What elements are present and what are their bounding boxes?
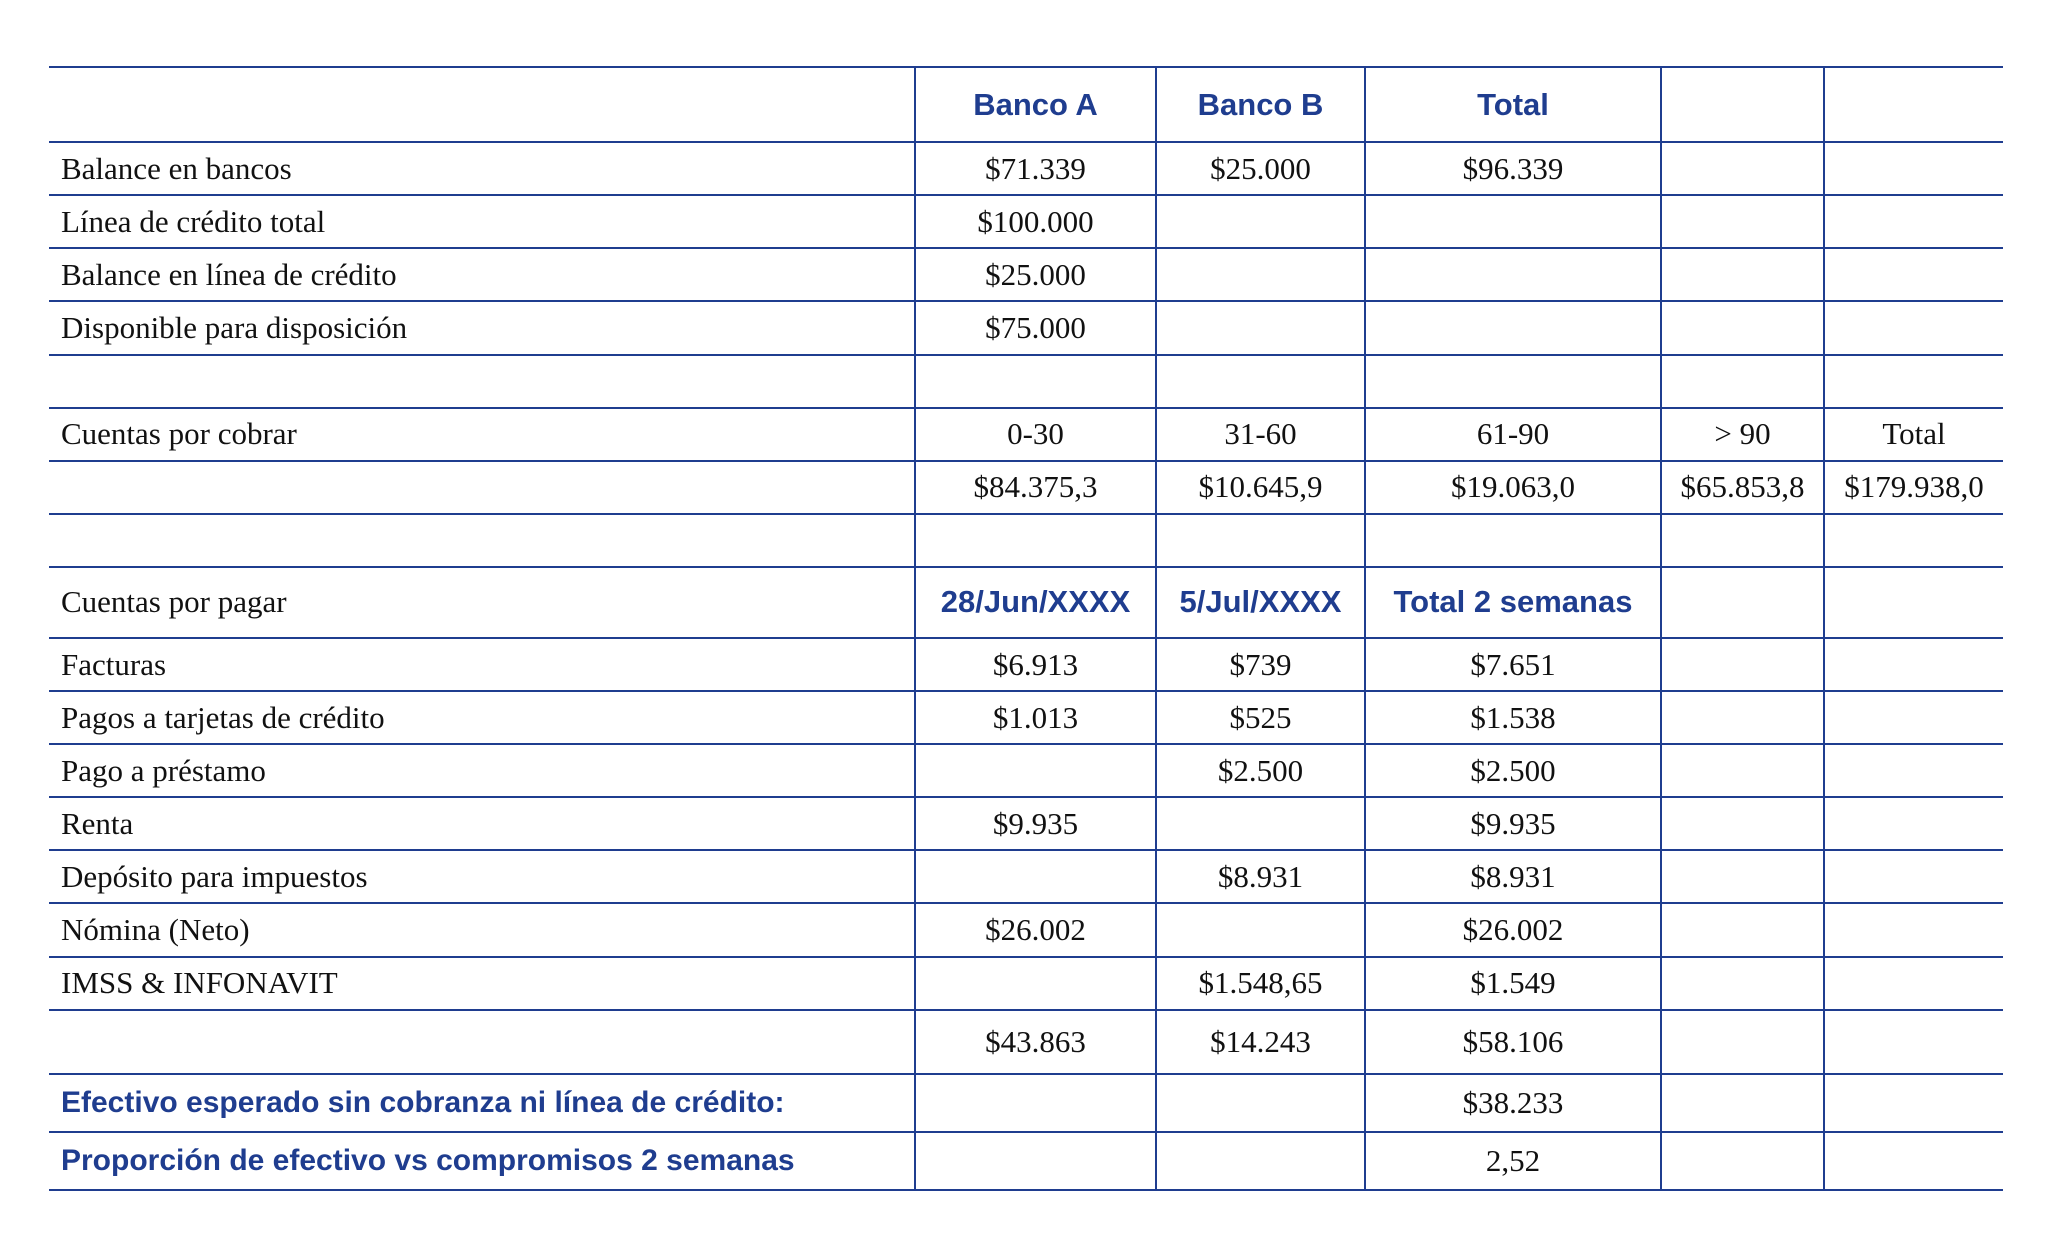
table-cell xyxy=(1824,957,2003,1010)
table-cell xyxy=(1156,195,1365,248)
table-cell xyxy=(1661,195,1824,248)
table-cell xyxy=(1824,797,2003,850)
table-row xyxy=(49,744,2003,797)
table-cell: $19.063,0 xyxy=(1365,461,1661,514)
table-row xyxy=(49,408,2003,461)
table-row xyxy=(49,514,2003,567)
row-label: Balance en línea de crédito xyxy=(49,248,915,301)
table-cell xyxy=(1156,355,1365,408)
header-row xyxy=(49,67,2003,142)
table-cell: $75.000 xyxy=(915,301,1156,354)
table-cell xyxy=(1365,248,1661,301)
table-cell xyxy=(1824,355,2003,408)
table-cell xyxy=(1824,195,2003,248)
table-cell: $96.339 xyxy=(1365,142,1661,195)
table-cell xyxy=(1661,744,1824,797)
table-cell: $100.000 xyxy=(915,195,1156,248)
column-header: Banco B xyxy=(1156,67,1365,142)
summary-row xyxy=(49,1074,2003,1132)
table-cell xyxy=(1156,1074,1365,1132)
row-label: Pago a préstamo xyxy=(49,744,915,797)
table-cell xyxy=(1824,1010,2003,1074)
table-cell: > 90 xyxy=(1661,408,1824,461)
table-cell: $26.002 xyxy=(1365,903,1661,956)
table-cell xyxy=(1365,514,1661,567)
row-label: Facturas xyxy=(49,638,915,691)
table-cell xyxy=(1156,248,1365,301)
table-cell: $84.375,3 xyxy=(915,461,1156,514)
table-cell xyxy=(915,1074,1156,1132)
row-label: Balance en bancos xyxy=(49,142,915,195)
table-cell xyxy=(915,1132,1156,1190)
row-label xyxy=(49,355,915,408)
table-cell xyxy=(1824,1132,2003,1190)
table-row xyxy=(49,903,2003,956)
table-cell xyxy=(1824,638,2003,691)
table-cell: $14.243 xyxy=(1156,1010,1365,1074)
table-cell: 0-30 xyxy=(915,408,1156,461)
table-row xyxy=(49,195,2003,248)
table-cell: $6.913 xyxy=(915,638,1156,691)
row-label: Renta xyxy=(49,797,915,850)
table-cell: $9.935 xyxy=(1365,797,1661,850)
table-cell xyxy=(1824,850,2003,903)
table-cell: $71.339 xyxy=(915,142,1156,195)
cash-flow-table-body xyxy=(49,67,2003,1190)
table-row xyxy=(49,301,2003,354)
table-row xyxy=(49,691,2003,744)
table-cell: $25.000 xyxy=(1156,142,1365,195)
table-cell: $26.002 xyxy=(915,903,1156,956)
table-cell xyxy=(1661,1010,1824,1074)
row-label: Cuentas por cobrar xyxy=(49,408,915,461)
table-cell xyxy=(1824,248,2003,301)
table-cell xyxy=(1824,744,2003,797)
table-cell xyxy=(1365,195,1661,248)
table-cell xyxy=(1661,797,1824,850)
table-row xyxy=(49,1010,2003,1074)
table-cell: $25.000 xyxy=(915,248,1156,301)
table-cell: $8.931 xyxy=(1365,850,1661,903)
table-cell: $65.853,8 xyxy=(1661,461,1824,514)
table-cell xyxy=(1661,691,1824,744)
table-cell xyxy=(1661,638,1824,691)
row-label xyxy=(49,1010,915,1074)
table-cell xyxy=(915,355,1156,408)
row-label: Depósito para impuestos xyxy=(49,850,915,903)
column-header: 5/Jul/XXXX xyxy=(1156,567,1365,638)
table-cell: $1.549 xyxy=(1365,957,1661,1010)
table-cell xyxy=(1824,301,2003,354)
table-cell: 61-90 xyxy=(1365,408,1661,461)
table-cell xyxy=(915,514,1156,567)
table-row xyxy=(49,850,2003,903)
column-header: Banco A xyxy=(915,67,1156,142)
cash-flow-table xyxy=(49,66,2003,1191)
table-cell xyxy=(1156,301,1365,354)
row-label: Línea de crédito total xyxy=(49,195,915,248)
table-row xyxy=(49,797,2003,850)
table-cell xyxy=(1824,142,2003,195)
table-cell xyxy=(915,850,1156,903)
table-cell xyxy=(1156,514,1365,567)
row-label: Cuentas por pagar xyxy=(49,567,915,638)
table-cell xyxy=(915,744,1156,797)
row-label xyxy=(49,461,915,514)
column-header xyxy=(1661,567,1824,638)
table-cell xyxy=(1365,301,1661,354)
row-label: Efectivo esperado sin cobranza ni línea de crédito: xyxy=(49,1074,915,1132)
table-cell xyxy=(1156,797,1365,850)
table-cell xyxy=(1661,1074,1824,1132)
table-cell xyxy=(1661,850,1824,903)
table-cell xyxy=(1661,355,1824,408)
table-row xyxy=(49,355,2003,408)
table-cell: $1.548,65 xyxy=(1156,957,1365,1010)
table-cell: $525 xyxy=(1156,691,1365,744)
column-header: Total xyxy=(1365,67,1661,142)
table-cell xyxy=(1661,248,1824,301)
table-cell xyxy=(1824,1074,2003,1132)
row-label xyxy=(49,67,915,142)
column-header xyxy=(1661,67,1824,142)
table-row xyxy=(49,957,2003,1010)
column-header: Total 2 semanas xyxy=(1365,567,1661,638)
table-cell xyxy=(1661,903,1824,956)
table-row xyxy=(49,248,2003,301)
table-cell: 2,52 xyxy=(1365,1132,1661,1190)
table-cell xyxy=(1824,903,2003,956)
table-cell xyxy=(1824,514,2003,567)
table-cell xyxy=(1156,903,1365,956)
table-cell xyxy=(1661,301,1824,354)
row-label: IMSS & INFONAVIT xyxy=(49,957,915,1010)
table-cell: $739 xyxy=(1156,638,1365,691)
column-header xyxy=(1824,67,2003,142)
table-cell: 31-60 xyxy=(1156,408,1365,461)
table-cell xyxy=(1824,691,2003,744)
row-label: Disponible para disposición xyxy=(49,301,915,354)
table-cell: $179.938,0 xyxy=(1824,461,2003,514)
table-cell: $43.863 xyxy=(915,1010,1156,1074)
row-label: Proporción de efectivo vs compromisos 2 semanas xyxy=(49,1132,915,1190)
row-label: Pagos a tarjetas de crédito xyxy=(49,691,915,744)
table-cell: $58.106 xyxy=(1365,1010,1661,1074)
column-header xyxy=(1824,567,2003,638)
table-cell xyxy=(1156,1132,1365,1190)
table-cell: $1.538 xyxy=(1365,691,1661,744)
table-cell xyxy=(1661,957,1824,1010)
table-cell xyxy=(1661,514,1824,567)
table-row xyxy=(49,461,2003,514)
table-cell: $38.233 xyxy=(1365,1074,1661,1132)
table-cell: Total xyxy=(1824,408,2003,461)
table-cell xyxy=(1661,1132,1824,1190)
table-row xyxy=(49,142,2003,195)
table-cell: $9.935 xyxy=(915,797,1156,850)
table-row xyxy=(49,638,2003,691)
table-cell: $10.645,9 xyxy=(1156,461,1365,514)
table-cell: $1.013 xyxy=(915,691,1156,744)
table-cell: $7.651 xyxy=(1365,638,1661,691)
payables-header-row xyxy=(49,567,2003,638)
table-cell: $8.931 xyxy=(1156,850,1365,903)
row-label: Nómina (Neto) xyxy=(49,903,915,956)
table-cell xyxy=(1661,142,1824,195)
summary-row xyxy=(49,1132,2003,1190)
column-header: 28/Jun/XXXX xyxy=(915,567,1156,638)
table-cell xyxy=(915,957,1156,1010)
table-cell: $2.500 xyxy=(1156,744,1365,797)
row-label xyxy=(49,514,915,567)
table-cell xyxy=(1365,355,1661,408)
table-cell: $2.500 xyxy=(1365,744,1661,797)
